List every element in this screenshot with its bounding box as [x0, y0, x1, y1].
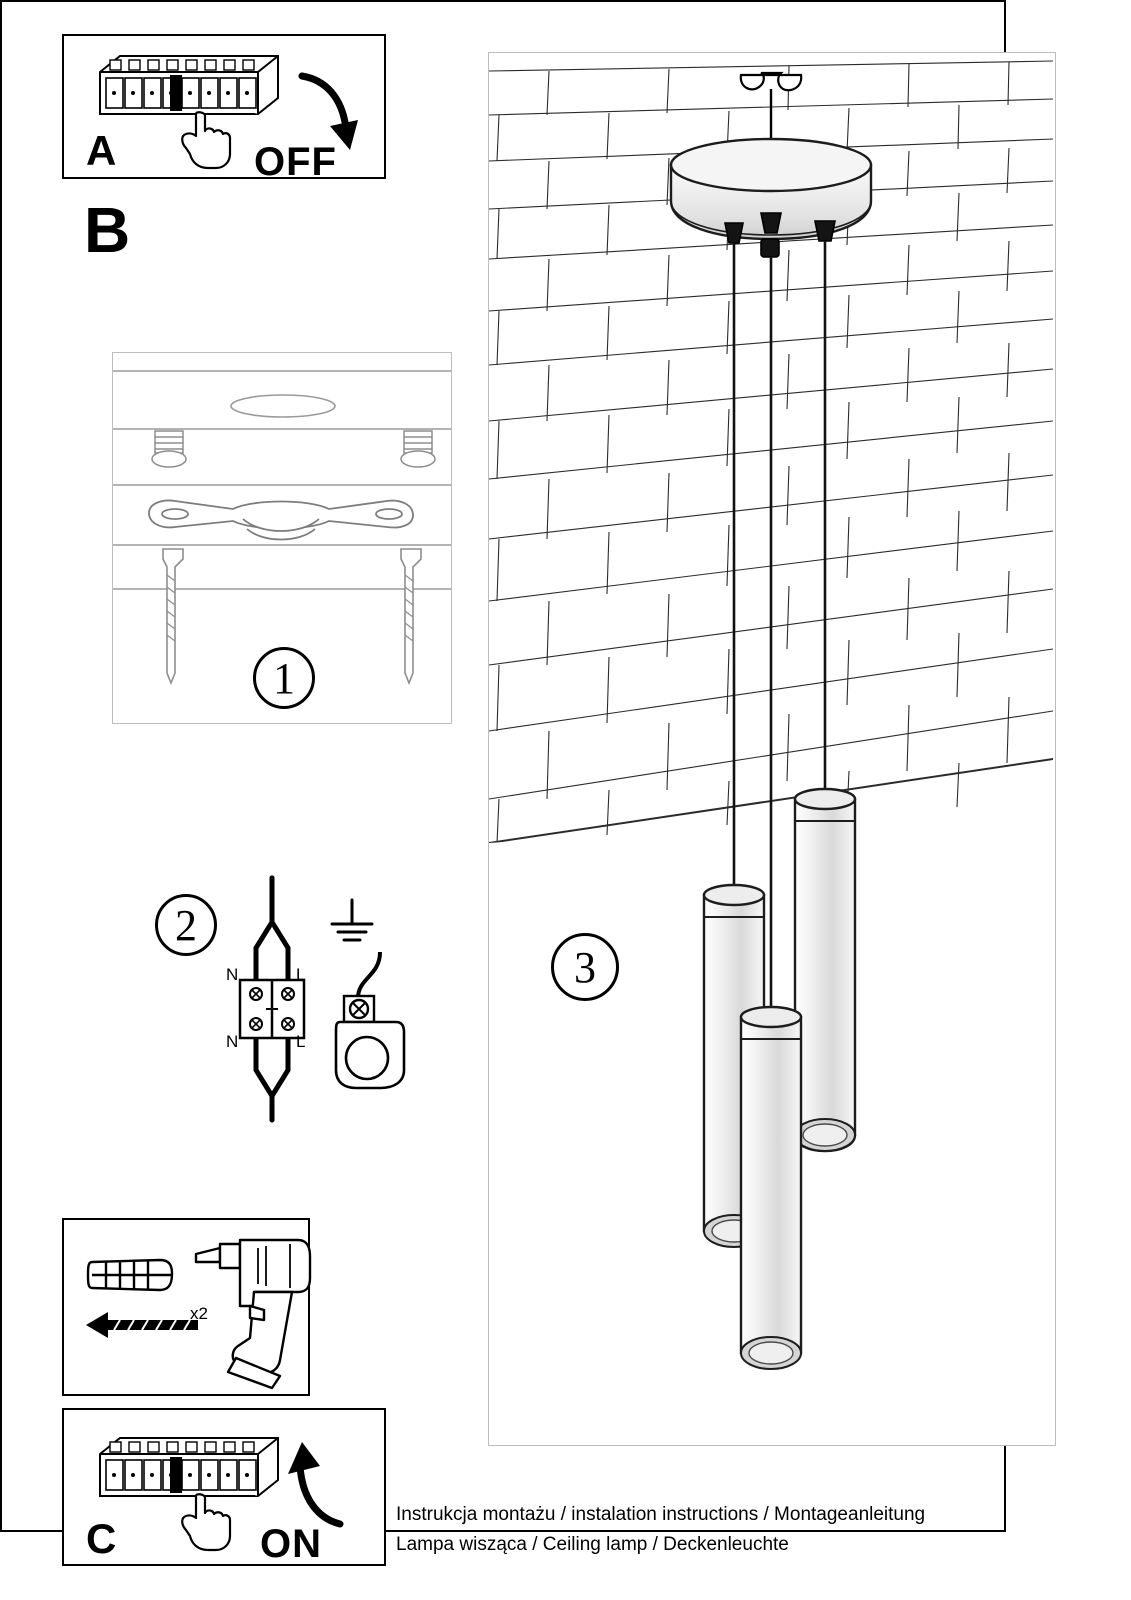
footer-line-1: Instrukcja montażu / instalation instructions / Montageanleitung [396, 1504, 926, 1525]
step-c-letter: C [86, 1515, 117, 1562]
step-3-number: 3 [551, 933, 619, 1001]
terminal-label-n-top: N [226, 965, 239, 984]
terminal-label-n-bottom: N [226, 1032, 239, 1051]
screw-icon [86, 1308, 206, 1342]
pendant-lamp-assembled-icon [489, 53, 1053, 1443]
quantity-label: x2 [190, 1304, 208, 1323]
step-c-action-label: ON [260, 1522, 322, 1566]
step-a-panel [62, 34, 386, 184]
power-drill-icon [194, 1232, 314, 1390]
wire-connector-icon [226, 874, 336, 1124]
terminal-label-l-bottom: L [296, 1032, 306, 1051]
hand-finger-icon [172, 1492, 242, 1554]
terminal-label-l-top: L [296, 965, 306, 984]
step-a-letter: A [86, 127, 117, 174]
step-2-number: 2 [155, 894, 217, 956]
arrow-up-icon [286, 1438, 356, 1532]
step-1-number: 1 [253, 647, 315, 709]
step-drill-panel [62, 1218, 310, 1396]
step-1-panel [112, 352, 452, 724]
hand-finger-icon [172, 110, 242, 172]
wall-plug-icon [86, 1250, 176, 1300]
step-a-action-label: OFF [254, 140, 337, 184]
footer-line-2: Lampa wisząca / Ceiling lamp / Deckenleuchte [396, 1534, 789, 1555]
step-c-panel [62, 1408, 386, 1566]
step-b-letter: B [84, 194, 131, 266]
step-3-panel [488, 52, 1056, 1446]
earth-ground-icon [322, 892, 422, 1092]
